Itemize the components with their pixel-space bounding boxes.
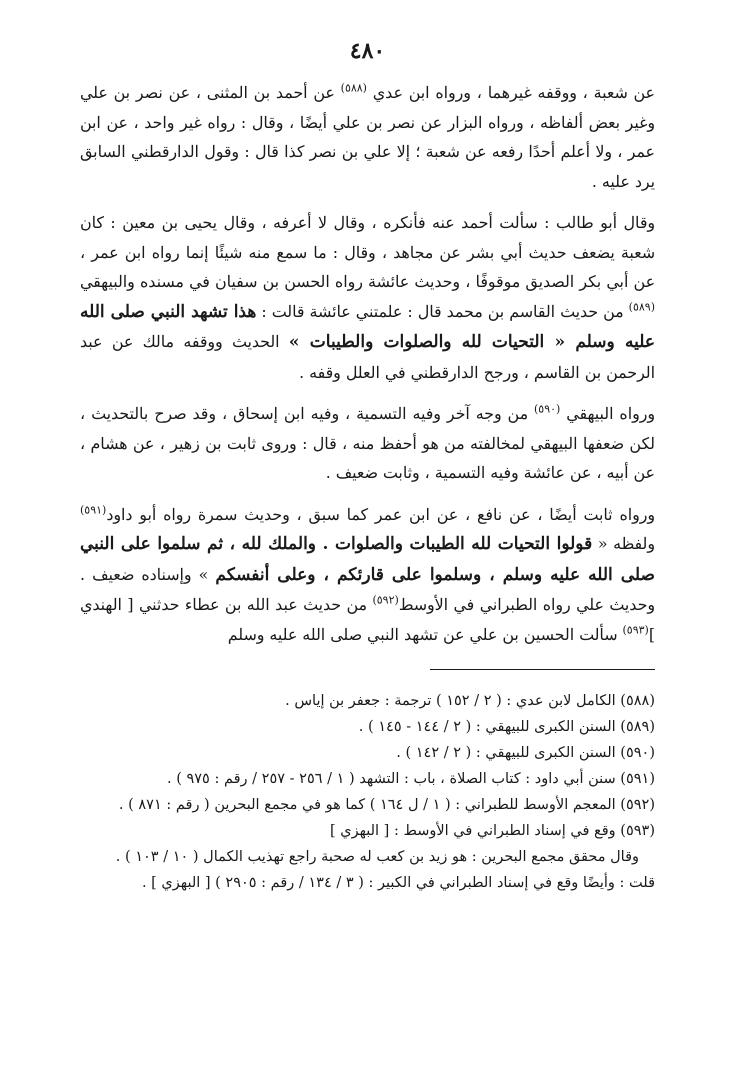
text-segment: » وإسناده ضعيف . وحديث علي رواه الطبراني في الأوسط: [80, 564, 655, 614]
text-segment: الحديث ووقفه مالك عن عبد الرحمن بن القاسم ، ورجح الدارقطني في العلل وقفه .: [80, 332, 655, 382]
text-segment: سألت الحسين بن علي عن تشهد النبي صلى الله عليه وسلم: [227, 624, 623, 644]
paragraph: [80, 399, 655, 488]
footnote-reference: (٥٨٨): [340, 81, 367, 95]
footnote: (٥٩١) سنن أبي داود : كتاب الصلاة ، باب : التشهد ( ١ / ٢٥٦ - ٢٥٧ / رقم : ٩٧٥ ) .: [167, 771, 655, 787]
text-segment: ورواه ثابت أيضًا ، عن نافع ، عن ابن عمر كما سبق ، وحديث سمرة رواه أبو داود: [106, 504, 655, 524]
footnotes: [80, 688, 655, 896]
text-segment: من وجه آخر وفيه التسمية ، وفيه ابن إسحاق ، وقد صرح بالتحديث ، لكن ضعفها البيهقي لمخالفته من هو أحفظ منه ، قال : وروى ثابت بن زهير ، عن هشام ، عن أبيه ، عن عائشة وفيه التسمية ، وثابت ضعيف .: [80, 404, 655, 482]
footnote: قلت : وأيضًا وقع في إسناد الطبراني في الكبير : ( ٣ / ١٣٤ / رقم : ٢٩٠٥ ) [ البهزي ] .: [141, 875, 655, 891]
paragraph: [80, 208, 655, 387]
footnote-separator: [430, 669, 655, 670]
text-segment: وقال أبو طالب : سألت أحمد عنه فأنكره ، وقال لا أعرفه ، وقال يحيى بن معين : كان شعبة يضعف حديث أبي بشر عن مجاهد ، وقال : ما سمع منه شيئًا إنما رواه ابن عمر ، عن أبي بكر الصديق موقوفًا ، وحديث عائشة رواه الحسن بن سفيان في مسنده والبيهقي: [80, 213, 655, 291]
footnote-reference: (٥٩٠): [534, 402, 561, 416]
text-segment: من حديث عبد الله بن عطاء حدثني [ الهندي ]: [80, 595, 655, 644]
text-segment: ولفظه «: [592, 534, 655, 553]
footnote: (٥٨٩) السنن الكبرى للبيهقي : ( ٢ / ١٤٤ - ١٤٥ ) .: [358, 719, 655, 735]
footnote-reference: (٥٨٩): [628, 300, 655, 314]
text-segment: عن أحمد بن المثنى ، عن نصر بن علي وغير بعض ألفاظه ، ورواه البزار عن نصر بن علي أيضًا ، وقال : رواه غير واحد ، عن ابن عمر ، ولا أعلم أحدًا رفعه عن شعبة ؛ إلا علي بن نصر كذا قال : وقول الدارقطني السابق يرد عليه .: [80, 83, 655, 191]
footnote-continuation: وقال محقق مجمع البحرين : هو زيد بن كعب له صحبة راجع تهذيب الكمال ( ١٠ / ١٠٣ ) .: [115, 849, 639, 865]
footnote: (٥٨٨) الكامل لابن عدي : ( ٢ / ١٥٢ ) ترجمة : جعفر بن إياس .: [285, 693, 655, 709]
hadith-quote: هذا تشهد النبي صلى الله عليه وسلم « التحيات لله والصلوات والطيبات »: [80, 301, 655, 352]
footnote: (٥٩٢) المعجم الأوسط للطبراني : ( ١ / ل ١٦٤ ) كما هو في مجمع البحرين ( رقم : ٨٧١ ) .: [118, 797, 655, 813]
text-segment: عن شعبة ، ووقفه غيرهما ، ورواه ابن عدي: [366, 83, 655, 102]
main-text: [80, 78, 655, 649]
paragraph: [80, 500, 655, 650]
footnote-reference: (٥٩٣): [622, 623, 649, 637]
footnote: (٥٩٠) السنن الكبرى للبيهقي : ( ٢ / ١٤٢ ) .: [396, 745, 655, 761]
page-number: ٤٨٠: [349, 38, 386, 64]
footnote-reference: (٥٩١): [80, 503, 107, 517]
footnote-reference: (٥٩٢): [372, 593, 399, 607]
text-segment: من حديث القاسم بن محمد قال : علمتني عائشة قالت :: [256, 301, 629, 321]
footnote: (٥٩٣) وقع في إسناد الطبراني في الأوسط : [ البهزي ]: [329, 823, 655, 839]
text-segment: ورواه البيهقي: [560, 404, 655, 423]
paragraph: [80, 78, 655, 196]
hadith-quote: قولوا التحيات لله الطيبات والصلوات . والملك لله ، ثم سلموا على النبي صلى الله عليه وسلم ، وسلموا على قارئكم ، وعلى أنفسكم: [80, 534, 655, 585]
